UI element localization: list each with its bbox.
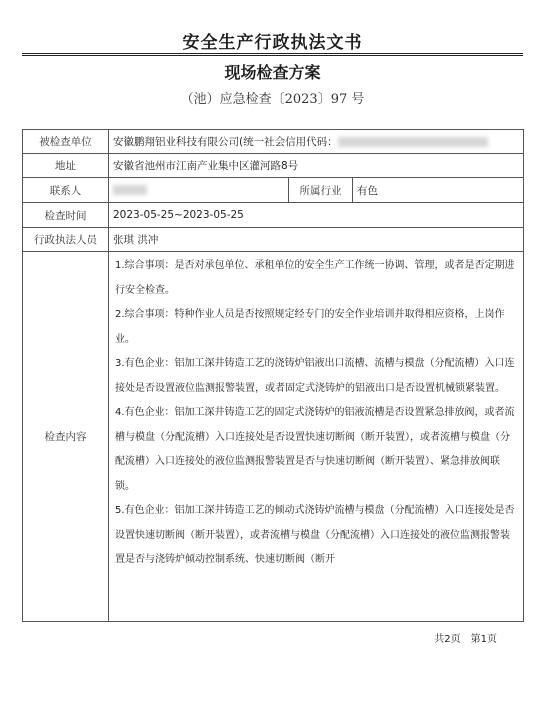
inspected-unit-value: 安徽鹏翔铝业科技有限公司(统一社会信用代码： bbox=[113, 136, 338, 148]
officers-value: 张琪 洪冲 bbox=[109, 228, 524, 252]
inspection-plan-table bbox=[22, 129, 524, 622]
title-divider-top bbox=[22, 53, 523, 54]
row-address bbox=[23, 154, 524, 178]
contact-label: 联系人 bbox=[23, 178, 109, 203]
content-item: 3.有色企业：铝加工深井铸造工艺的浇铸炉铝液出口流槽、流槽与模盘（分配流槽）入口连接处是否设置液位监测报警装置，或者固定式浇铸炉的铝液出口是否设置机械锁紧装置。 bbox=[115, 358, 515, 394]
content-item: 4.有色企业：铝加工深井铸造工艺的固定式浇铸炉的铝液流槽是否设置紧急排放阀，或者流槽与模盘（分配流槽）入口连接处是否设置快速切断阀（断开装置），或者流槽与模盘（分配流槽）入口连接处的液位监测报警装置是否与快速切断阀（断开装置）、紧急排放阀联锁。 bbox=[115, 407, 515, 492]
title-divider-bottom bbox=[22, 55, 523, 56]
inspected-unit-cell bbox=[109, 130, 524, 154]
inspected-unit-label: 被检查单位 bbox=[23, 130, 109, 154]
page-footer bbox=[434, 630, 497, 645]
row-contact bbox=[23, 178, 524, 203]
address-value: 安徽省池州市江南产业集中区灌河路8号 bbox=[109, 154, 524, 178]
inspection-content-list bbox=[109, 252, 524, 622]
row-inspection-content bbox=[23, 252, 524, 622]
industry-value: 有色 bbox=[353, 178, 524, 203]
row-inspection-time bbox=[23, 203, 524, 228]
document-category-title: 安全生产行政执法文书 bbox=[182, 33, 363, 53]
redacted-credit-code bbox=[338, 137, 488, 147]
document-number: （池）应急检查〔2023〕97 号 bbox=[180, 92, 365, 107]
inspection-content-label: 检查内容 bbox=[23, 252, 109, 622]
officers-label: 行政执法人员 bbox=[23, 228, 109, 252]
inspection-time-value: 2023-05-25~2023-05-25 bbox=[109, 203, 524, 228]
row-inspected-unit bbox=[23, 130, 524, 154]
document-title: 现场检查方案 bbox=[224, 63, 321, 82]
inspection-time-label: 检查时间 bbox=[23, 203, 109, 228]
address-label: 地址 bbox=[23, 154, 109, 178]
content-item: 1.综合事项：是否对承包单位、承租单位的安全生产工作统一协调、管理，或者是否定期进行安全检查。 bbox=[115, 260, 515, 296]
industry-label: 所属行业 bbox=[289, 178, 353, 203]
content-item: 2.综合事项：特种作业人员是否按照规定经专门的安全作业培训并取得相应资格，上岗作业。 bbox=[115, 309, 505, 345]
contact-value bbox=[109, 178, 289, 203]
row-officers bbox=[23, 228, 524, 252]
current-page: 第1页 bbox=[470, 634, 497, 645]
content-item: 5.有色企业：铝加工深井铸造工艺的倾动式浇铸炉流槽与模盘（分配流槽）入口连接处是否设置快速切断阀（断开装置），或者流槽与模盘（分配流槽）入口连接处的液位监测报警装置是否与浇铸炉倾动控制系统、快速切断阀（断开 bbox=[115, 505, 515, 565]
redacted-contact-name bbox=[113, 185, 147, 195]
total-pages: 共2页 bbox=[434, 634, 461, 645]
